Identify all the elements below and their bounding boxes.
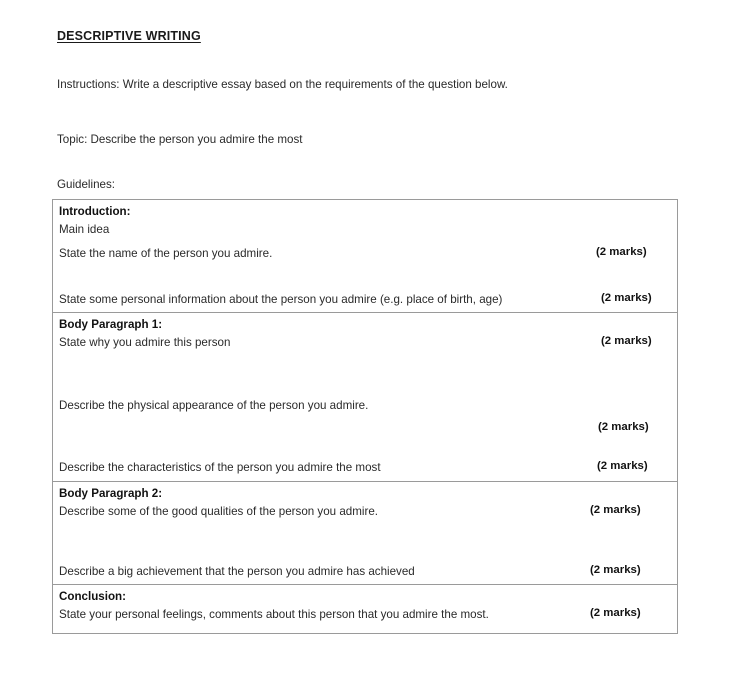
table-section-conclusion <box>53 585 677 633</box>
row-text: Describe a big achievement that the person you admire has achieved <box>59 565 415 578</box>
guidelines-table <box>52 199 678 634</box>
table-row <box>53 396 677 458</box>
section-heading: Conclusion: <box>59 590 126 603</box>
row-text: State your personal feelings, comments about this person that you admire the most. <box>59 608 489 621</box>
marks-label: (2 marks) <box>601 335 652 347</box>
table-row <box>53 562 677 584</box>
marks-label: (2 marks) <box>590 564 641 576</box>
section-heading: Body Paragraph 1: <box>59 318 163 331</box>
row-text: State the name of the person you admire. <box>59 247 273 260</box>
marks-label: (2 marks) <box>590 504 641 516</box>
row-text: Describe some of the good qualities of the person you admire. <box>59 505 379 518</box>
marks-label: (2 marks) <box>598 421 649 433</box>
table-section-introduction <box>53 200 677 313</box>
topic-line: Topic: Describe the person you admire the most <box>57 133 303 146</box>
table-section-body-paragraph-2 <box>53 482 677 585</box>
marks-label: (2 marks) <box>596 246 647 258</box>
table-row <box>53 502 677 562</box>
marks-label: (2 marks) <box>597 460 648 472</box>
page-title: DESCRIPTIVE WRITING <box>57 29 201 43</box>
row-text: Describe the characteristics of the person you admire the most <box>59 461 381 474</box>
instructions-line: Instructions: Write a descriptive essay based on the requirements of the question below. <box>57 78 508 91</box>
table-row <box>53 605 677 633</box>
guidelines-label: Guidelines: <box>57 178 116 191</box>
table-row <box>53 333 677 396</box>
table-row <box>53 458 677 481</box>
row-text: State some personal information about the person you admire (e.g. place of birth, age) <box>59 293 503 306</box>
marks-label: (2 marks) <box>601 292 652 304</box>
row-text: Main idea <box>59 223 110 236</box>
section-heading: Body Paragraph 2: <box>59 487 163 500</box>
section-heading: Introduction: <box>59 205 131 218</box>
table-row <box>53 244 677 290</box>
table-row <box>53 290 677 312</box>
row-text: State why you admire this person <box>59 336 231 349</box>
table-row <box>53 220 677 244</box>
row-text: Describe the physical appearance of the person you admire. <box>59 399 369 412</box>
table-section-body-paragraph-1 <box>53 313 677 482</box>
marks-label: (2 marks) <box>590 607 641 619</box>
